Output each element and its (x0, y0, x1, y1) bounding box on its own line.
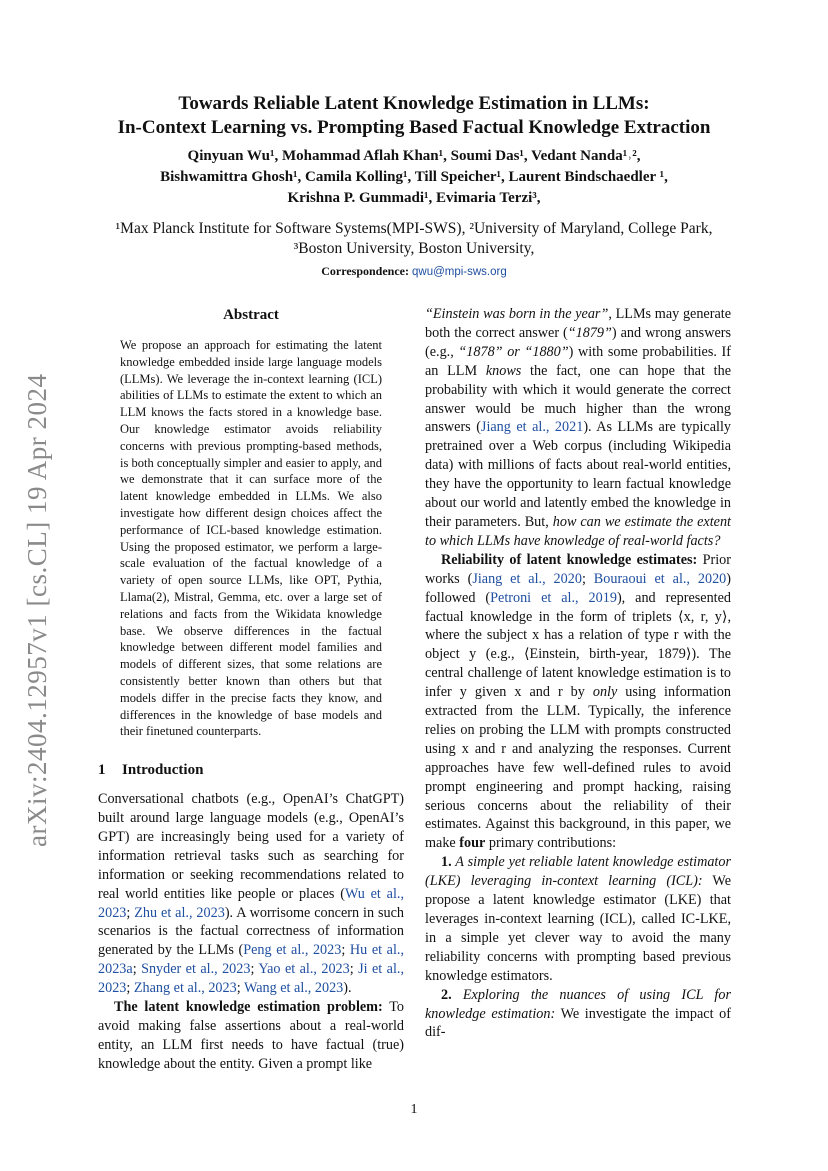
affiliation-line-2: ³Boston University, Boston University, (293, 240, 535, 257)
citation-link[interactable]: Zhu et al., 2023 (134, 904, 225, 921)
text-run: primary contributions: (485, 835, 617, 852)
text-run: ). A worrisome concern in such scenarios is the factual correctness of information generated by the LLMs ( (98, 904, 404, 959)
correspondence (80, 263, 748, 280)
text-run: We investigate the impact of dif- (425, 1005, 731, 1041)
section-number: 1 (98, 762, 106, 779)
citation-link[interactable]: Yao et al., 2023 (258, 961, 350, 978)
italic-run: “Einstein was born in the year” (425, 306, 609, 322)
affiliations (80, 219, 748, 259)
italic-run: “1879” (567, 324, 612, 341)
authors-line-2: Bishwamittra Ghosh¹, Camila Kolling¹, Till Speicher¹, Laurent Bindschaedler ¹, (160, 169, 668, 185)
citation-link[interactable]: Wu et al., 2023 (98, 885, 404, 921)
author-list (80, 146, 748, 209)
correspondence-email[interactable]: qwu@mpi-sws.org (412, 266, 507, 278)
text-run: To avoid making false assertions about a real-world entity, an LLM first needs to have factual (true) knowledge about the entity. Given a prompt like (98, 999, 404, 1072)
correspondence-label: Correspondence: (321, 264, 409, 278)
title-line-1: Towards Reliable Latent Knowledge Estimation in LLMs: (178, 93, 650, 114)
italic-run: “1878” or “1880” (458, 343, 569, 360)
title-line-2: In-Context Learning vs. Prompting Based Factual Knowledge Extraction (117, 117, 711, 138)
contribution-number: 2. (441, 986, 452, 1003)
text-run: ) with some probabilities. If an LLM (425, 343, 731, 379)
text-run: ; (126, 904, 135, 921)
text-run: We propose a latent knowledge estimator (LKE) that leverages in-context learning (ICL), called IC-LKE, in a simple yet clever way to avoid the many reliability concerns with prompting based previous knowledge estimators. (425, 873, 731, 984)
contribution-title: Exploring the nuances of using ICL for knowledge estimation: (425, 986, 731, 1022)
abstract-heading: Abstract (223, 307, 279, 323)
right-column (425, 305, 731, 1042)
citation-link[interactable]: Wang et al., 2023 (243, 980, 344, 997)
citation-link[interactable]: Ji et al., 2023 (98, 961, 405, 997)
contribution-2 (425, 986, 731, 1043)
text-run: Prior works ( (425, 551, 731, 587)
intro-paragraph-1: Conversational chatbots (e.g., OpenAI’s ChatGPT) built around large language models (e.g., OpenAI’s GPT) are increasingly being used for a variety of information retrieval tasks such as searching for information or seeking recommendations related to real world entities like people or places (Wu et al., 2023; Zhu et al., 2023). A worrisome concern in such scenarios is the factual correctness of information generated by the LLMs (Peng et al., 2023; Hu et al., 2023a; Snyder et al., 2023; Yao et al., 2023; Ji et al., 2023; Zhang et al., 2023; Wang et al., 2023). (98, 791, 405, 997)
text-run: ), and represented factual knowledge in the form of triplets ⟨x, r, y⟩, where the subject x has a relation of type r with the object y (e.g., ⟨Einstein, birth-year, 1879⟩). The central challenge of latent knowledge estimation is to infer y given x and r by (425, 589, 731, 701)
arxiv-stamp: arXiv:2404.12957v1 [cs.CL] 19 Apr 2024 (22, 373, 52, 847)
intro-paragraph-3: Reliability of latent knowledge estimates: Prior works (Jiang et al., 2020; Bouraoui et al., 2020) followed (Petroni et al., 2019), and represented factual knowledge in the form of triplets ⟨x, r, y⟩, where the subject x has a relation of type r with the object y (e.g., ⟨Einstein, birth-year, 1879⟩). The central challenge of latent knowledge estimation is to infer y given x and r by only using information extracted from the LLM. Typically, the inference relies on probing the LLM with prompts constructed using x and r and analyzing the responses. Current approaches have few well-defined rules to avoid prompt engineering and prompt hacking, raising serious concerns about the reliability of their estimates. Against this background, in this paper, we make four primary contributions: (425, 551, 731, 852)
section-heading-introduction (98, 760, 404, 780)
paragraph-lead: Reliability of latent knowledge estimates: (441, 551, 698, 568)
authors-line-1: Qinyuan Wu¹, Mohammad Aflah Khan¹, Soumi Das¹, Vedant Nanda¹˒², (187, 148, 641, 164)
text-run: ). As LLMs are typically pretrained over a Web corpus (including Wikipedia data) with millions of facts about real-world entities, they have the opportunity to learn factual knowledge about our world and latently embed the knowledge in their parameters. But, (425, 419, 731, 530)
text-run: ) and wrong answers (e.g., (425, 324, 731, 360)
text-run: using information extracted from the LLM. Typically, the inference relies on probing the LLM with prompts constructed using x and r and analyzing the responses. Current approaches have few well-defined rules to avoid prompt engineering and prompt hacking, raising serious concerns about the reliability of their estimates. Against this background, in this paper, we make (425, 684, 731, 852)
paper-title (80, 92, 748, 140)
paper-header (80, 92, 748, 280)
italic-run: only (592, 684, 618, 701)
text-run: ). (343, 980, 352, 997)
citation-link[interactable]: Jiang et al., 2020 (472, 570, 582, 587)
citation-link[interactable]: Bouraoui et al., 2020 (593, 570, 727, 587)
bold-run: four (459, 835, 486, 852)
citation-link[interactable]: Petroni et al., 2019 (490, 589, 617, 606)
text-run: ) followed ( (425, 570, 731, 606)
italic-run: how can we estimate the extent to which LLMs have knowledge of real-world facts? (425, 513, 731, 549)
contribution-title: A simple yet reliable latent knowledge estimator (LKE) leveraging in-context learning (ICL): (425, 854, 731, 890)
abstract-text: We propose an approach for estimating the latent knowledge embedded inside large language models (LLMs). We leverage the in-context learning (ICL) abilities of LLMs to estimate the extent to which an LLM knows the facts stored in a knowledge base. Our knowledge estimator avoids reliability concerns with previous prompting-based methods, is both conceptually simpler and easier to apply, and we demonstrate that it can surface more of the latent knowledge embedded in LLMs. We also investigate how different design choices affect the performance of ICL-based knowledge estimation. Using the proposed estimator, we perform a large-scale evaluation of the factual knowledge of a variety of open source LLMs, like OPT, Pythia, Llama(2), Mistral, Gemma, etc. over a large set of relations and facts from the Wikidata knowledge base. We observe differences in the factual knowledge between different model families and models of different sizes, that some relations are consistently better known than others but that models differ in the precise facts they know, and differences in the knowledge of base models and their finetuned counterparts. (120, 338, 382, 739)
intro-paragraph-2-start (98, 998, 404, 1074)
italic-run: knows (485, 362, 522, 379)
citation-link[interactable]: Peng et al., 2023 (243, 942, 342, 959)
citation-link[interactable]: Jiang et al., 2021 (480, 419, 584, 436)
affiliation-line-1: ¹Max Planck Institute for Software Systems(MPI-SWS), ²University of Maryland, College Park, (115, 220, 713, 237)
left-column (98, 305, 404, 1074)
citation-link[interactable]: Hu et al., 2023a (98, 942, 404, 978)
citation-link[interactable]: Snyder et al., 2023 (141, 961, 251, 978)
page-number: 1 (410, 1102, 418, 1117)
authors-line-3: Krishna P. Gummadi¹, Evimaria Terzi³, (287, 190, 541, 206)
section-title: Introduction (122, 762, 204, 779)
citation-link[interactable]: Zhang et al., 2023 (133, 980, 237, 997)
intro-paragraph-2-cont (425, 305, 731, 551)
contribution-number: 1. (441, 854, 452, 871)
paragraph-lead: The latent knowledge estimation problem: (114, 999, 383, 1016)
text-run: , LLMs may generate both the correct answer ( (425, 306, 731, 341)
text-run: Conversational chatbots (e.g., OpenAI’s ChatGPT) built around large language models (e.g., OpenAI’s GPT) are increasingly being used for a variety of information retrieval tasks such as searching for information or seeking recommendations related to real world entities like people or places ( (98, 791, 404, 902)
contribution-1 (425, 853, 731, 985)
text-run: the fact, one can hope that the probability with which it would generate the correct answer would be much higher than the wrong answers ( (425, 362, 731, 436)
